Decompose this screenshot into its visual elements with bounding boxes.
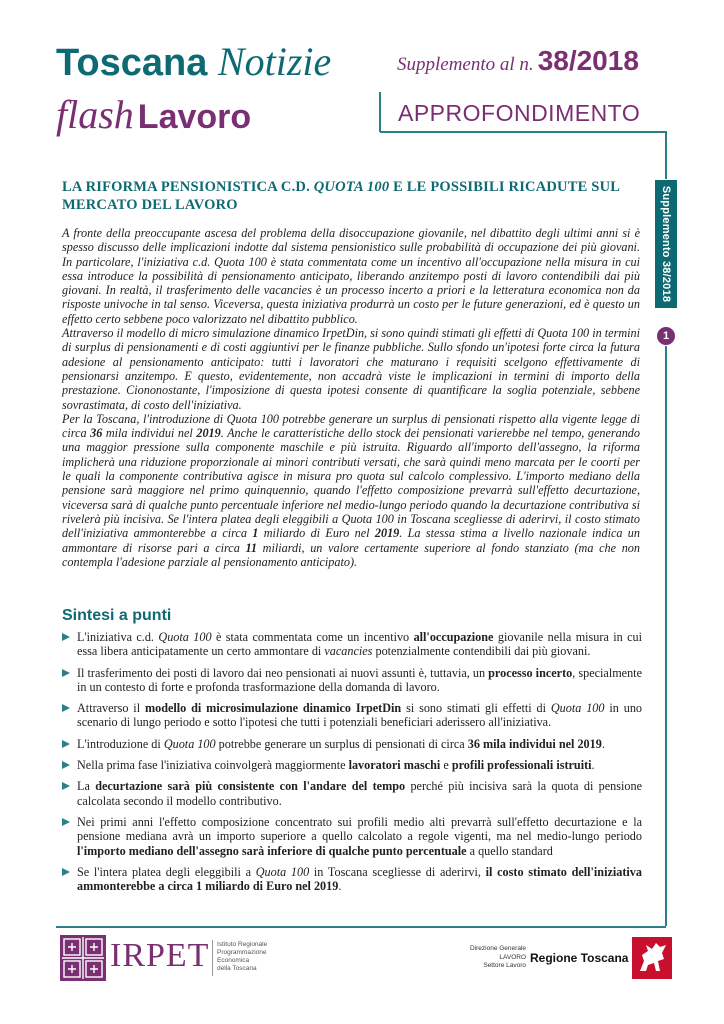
article-title bbox=[62, 178, 642, 214]
list-item: L'iniziativa c.d. Quota 100 è stata commentata come un incentivo all'occupazione giovanile nella misura in cui essa libera anticipatamente un certo ammontare di vacancies potenzialmente contendibili dai più giovani. bbox=[62, 630, 642, 659]
divider-line bbox=[212, 940, 213, 976]
sintesi-list bbox=[62, 630, 642, 900]
masthead-flash-lavoro bbox=[56, 92, 251, 147]
irpet-logo-icon bbox=[60, 935, 106, 981]
irpet-wordmark: IRPET bbox=[110, 937, 210, 974]
masthead-toscana-notizie bbox=[56, 40, 331, 85]
paragraph: A fronte della preoccupante ascesa del problema della disoccupazione giovanile, nel dibattito degli ultimi anni si è spesso discusso delle implicazioni indotte dal sistema pensionistico sulle probabilità di occupazione dei più giovani. In particolare, l'iniziativa c.d. Quota 100 è stata commentata come un incentivo all'occupazione nella misura in cui essa introduce la possibilità di pensionamento anticipato, liberando anzitempo posti di lavoro contendibili dai più giovani. In realtà, il trasferimento delle vacancies è un processo incerto a priori e la letteratura economica non da risposte univoche in tal senso. Viceversa, questa iniziativa produrrà un costo per le future generazioni, ed è questo un effetto certo sebbene poco valorizzato nel dibattito pubblico. bbox=[62, 226, 640, 326]
regione-toscana-label: Regione Toscana bbox=[530, 951, 629, 965]
side-tab-label: Supplemento 38/2018 bbox=[660, 185, 672, 303]
list-item: Il trasferimento dei posti di lavoro dai neo pensionati ai nuovi assunti è, tuttavia, un processo incerto, specialmente in un contesto di forte e profonda trasformazione della domanda di lavoro. bbox=[62, 666, 642, 695]
supplement-number: 38/2018 bbox=[537, 45, 639, 76]
list-item: Se l'intera platea degli eleggibili a Quota 100 in Toscana scegliesse di aderirvi, il costo stimato dell'iniziativa ammonterebbe a circa 1 miliardo di Euro nel 2019. bbox=[62, 865, 642, 894]
masthead-flash: flash bbox=[56, 92, 134, 137]
page-number: 1 bbox=[657, 327, 675, 345]
divider-line bbox=[380, 131, 666, 133]
list-item: Nei primi anni l'effetto composizione concentrato sui profili medio alti prevarrà sull'effetto decurtazione e la pensione mediana avrà un importo superiore a quello calcolato a regole vigenti, ma nel medio-lungo periodo l'importo mediano dell'assegno sarà inferiore di qualche punto percentuale a quello standard bbox=[62, 815, 642, 858]
divider-line bbox=[379, 92, 381, 132]
paragraph: Attraverso il modello di micro simulazione dinamico IrpetDin, si sono quindi stimati gli effetti di Quota 100 in termini di surplus di pensionamenti e di costi aggiuntivi per le finanze pubbliche. Sullo sfondo un'ipotesi forte circa la futura adesione al pensionamento anticipato: tutti i lavoratori che maturano i requisiti scelgono effettivamente di pensionarsi anzitempo. E questo, evidentemente, non accadrà viste le implicazioni in termini di importo della prestazione. Ciononostante, l'imposizione di questa ipotesi consente di quantificare la soglia potenziale, sebbene sovrastimata, di costo dell'iniziativa. bbox=[62, 326, 640, 412]
divider-line bbox=[665, 131, 667, 179]
divider-line bbox=[56, 926, 666, 928]
side-tab bbox=[655, 180, 677, 308]
list-item: L'introduzione di Quota 100 potrebbe generare un surplus di pensionati di circa 36 mila individui nel 2019. bbox=[62, 737, 642, 751]
masthead-notizie: Notizie bbox=[217, 39, 332, 84]
section-label: APPROFONDIMENTO bbox=[398, 100, 641, 126]
title-italic: QUOTA 100 bbox=[313, 179, 390, 195]
paragraph: Per la Toscana, l'introduzione di Quota 100 potrebbe generare un surplus di pensionati rispetto alla vigente legge di circa 36 mila individui nel 2019. Anche le caratteristiche dello stock dei pensionati varierebbe nel tempo, generando una maggior pressione sulla componente maschile e più istruita. Riguardo all'importo dell'assegno, la riforma implicherà una riduzione proporzionale ai minori contributi versati, che sarà quindi meno marcata per le coorti per le quali la componente contributiva agisce in misura pro quota sul calcolo complessivo. L'importo mediano della pensione sarà maggiore nel primo quinquennio, quando l'effetto composizione prevarrà sull'effetto decurtazione, viceversa sarà di qualche punto percentuale inferiore nel medio-lungo periodo quando la decurtazione contributiva si rivelerà più incisiva. Se l'intera platea degli eleggibili a Quota 100 in Toscana scegliesse di aderirvi, il costo stimato dell'iniziativa ammonterebbe a circa 1 miliardo di Euro nel 2019. La stessa stima a livello nazionale indica un ammontare di risorse pari a circa 11 miliardi, un valore certamente superiore al fondo stanziato (ma che non contempla l'adesione parziale al pensionamento anticipato). bbox=[62, 411, 640, 569]
article-body bbox=[62, 226, 640, 569]
list-item: Attraverso il modello di microsimulazione dinamico IrpetDin si sono stimati gli effetti di Quota 100 in uno scenario di lungo periodo e sotto l'ipotesi che tutti i potenziali beneficiari aderissero all'iniziativa. bbox=[62, 701, 642, 730]
irpet-description: Istituto Regionale Programmazione Economica della Toscana bbox=[217, 941, 268, 972]
divider-line bbox=[665, 346, 667, 926]
direzione-label: Direzione Generale LAVORO Settore Lavoro bbox=[469, 945, 526, 969]
supplement-prefix: Supplemento al n. bbox=[397, 54, 534, 75]
title-text: E LE POSSIBILI RICADUTE SUL MERCATO DEL LAVORO bbox=[62, 179, 620, 213]
masthead-lavoro: Lavoro bbox=[137, 98, 252, 136]
list-item: Nella prima fase l'iniziativa coinvolgerà maggiormente lavoratori maschi e profili professionali istruiti. bbox=[62, 758, 642, 772]
list-item: La decurtazione sarà più consistente con l'andare del tempo perché più incisiva sarà la quota di pensione calcolata secondo il modello contributivo. bbox=[62, 779, 642, 808]
pegasus-logo-icon bbox=[632, 937, 672, 979]
title-text: LA RIFORMA PENSIONISTICA C.D. bbox=[62, 179, 314, 195]
sintesi-heading: Sintesi a punti bbox=[62, 607, 172, 624]
supplement-label bbox=[397, 44, 639, 83]
masthead-toscana: Toscana bbox=[56, 42, 208, 84]
